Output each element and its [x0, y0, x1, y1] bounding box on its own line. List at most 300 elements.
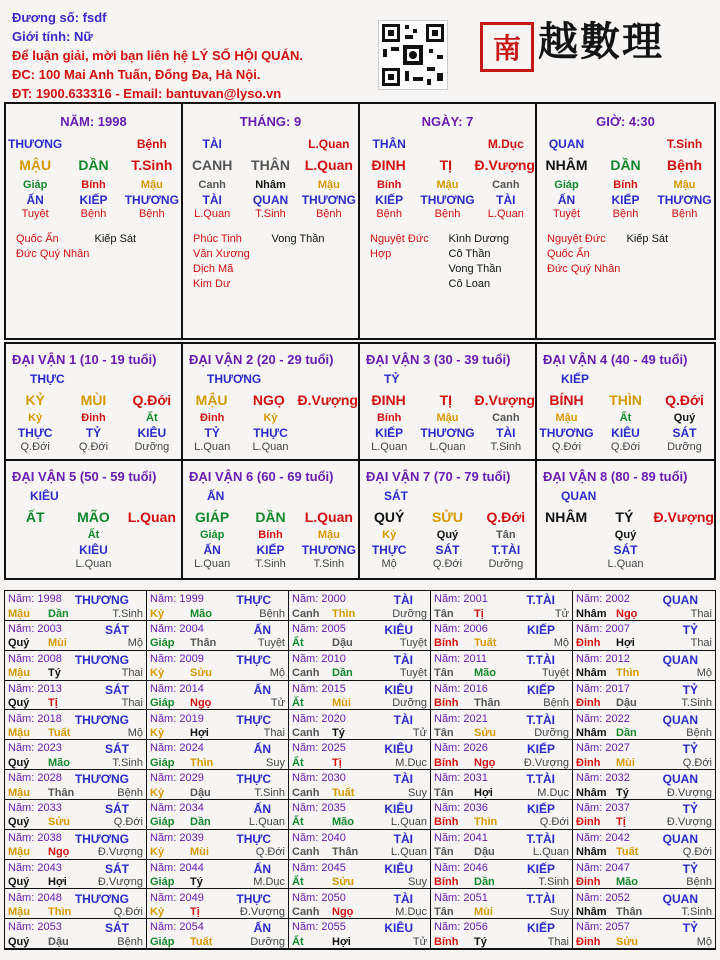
pillar-stars	[537, 226, 714, 277]
year-chi: Dần	[474, 876, 495, 889]
pillar-tang-thap-cell: THƯƠNG	[420, 193, 475, 207]
dai-van-tang-can-cell: Đinh	[81, 412, 106, 424]
star-item: Kiếp Sát	[94, 233, 137, 245]
year-line-1	[8, 892, 143, 906]
year-truong-sinh: Đ.Vượng	[97, 846, 143, 859]
pillar-truong-sinh	[6, 208, 181, 226]
year-chi: Thân	[190, 637, 217, 650]
year-can: Bính	[434, 876, 459, 889]
year-cell	[289, 710, 431, 740]
stars-right	[272, 232, 351, 292]
year-cell	[5, 860, 147, 890]
year-thap-than: ẤN	[253, 802, 271, 817]
dai-van-truong-sinh-cell: Dưỡng	[667, 441, 702, 453]
pillar-truong-sinh-cell: T.Sinh	[255, 208, 286, 220]
year-number: Năm: 2011	[434, 652, 487, 665]
year-can: Giáp	[150, 756, 175, 769]
dai-van-can-chi-cell: L.Quan	[127, 509, 176, 525]
year-thap-than: SÁT	[105, 861, 129, 876]
dai-van-can-chi-cell: Q.Đới	[132, 392, 172, 408]
year-thap-than: T.TÀI	[526, 831, 555, 846]
year-thap-than: ẤN	[253, 623, 271, 638]
year-number: Năm: 2054	[150, 921, 204, 934]
year-truong-sinh: M.Dục	[537, 786, 569, 799]
year-chi: Tị	[190, 905, 200, 918]
dai-van-can-chi-cell: GIÁP	[195, 509, 230, 525]
year-thap-than: KIÊU	[384, 742, 413, 757]
year-can: Tân	[434, 786, 454, 799]
year-line-2	[576, 846, 712, 858]
year-cell	[289, 830, 431, 860]
year-line-1	[8, 683, 143, 697]
year-truong-sinh: T.Sinh	[681, 905, 712, 918]
year-line-1	[576, 623, 712, 637]
dai-van-truong-sinh	[360, 558, 535, 570]
year-number: Năm: 2007	[576, 623, 630, 636]
year-truong-sinh: Đ.Vượng	[523, 756, 569, 769]
pillar-tang-thap	[537, 193, 714, 208]
star-item: Văn Xương	[193, 248, 250, 260]
year-line-1	[434, 742, 569, 756]
year-line-1	[576, 742, 712, 756]
year-thap-than: THƯƠNG	[74, 891, 129, 906]
year-line-1	[576, 593, 712, 607]
year-truong-sinh: M.Dục	[253, 876, 285, 889]
year-line-1	[576, 772, 712, 786]
pillar-can-chi-cell: TỊ	[439, 157, 453, 173]
year-number: Năm: 2013	[8, 682, 62, 695]
year-thap-than: KIẾP	[526, 921, 555, 936]
year-cell	[147, 919, 289, 949]
dai-van-tang-can-cell: Ất	[87, 529, 100, 541]
star-item: Cô Thần	[448, 248, 491, 260]
year-cell	[289, 800, 431, 830]
year-thap-than: SÁT	[105, 921, 129, 936]
year-cell	[431, 830, 573, 860]
pillar-tang-can-cell: Bính	[81, 179, 106, 191]
year-truong-sinh: Tuyệt	[257, 637, 285, 650]
year-chi: Tý	[616, 786, 629, 799]
year-cell	[573, 770, 715, 800]
year-chi: Thìn	[332, 607, 356, 620]
year-chi: Tuất	[616, 846, 639, 859]
dai-van-truong-sinh-cell: L.Quan	[194, 441, 231, 453]
dai-van-truong-sinh-cell: L.Quan	[607, 558, 644, 570]
year-truong-sinh: Bệnh	[259, 607, 285, 620]
pillar-tang-thap-cell: KIẾP	[375, 193, 404, 207]
year-number: Năm: 2020	[292, 712, 346, 725]
year-number: Năm: 2035	[292, 802, 346, 815]
year-line-2	[292, 697, 427, 709]
year-thap-than: KIÊU	[384, 921, 413, 936]
year-number: Năm: 2030	[292, 772, 346, 785]
year-thap-than: SÁT	[105, 623, 129, 638]
year-cell	[431, 800, 573, 830]
year-line-2	[576, 637, 712, 649]
year-cell	[573, 710, 715, 740]
year-thap-than: T.TÀI	[526, 712, 555, 727]
year-truong-sinh: Mộ	[553, 637, 569, 650]
year-thap-than: TỶ	[682, 861, 698, 876]
dai-van-truong-sinh-cell: T.Sinh	[255, 558, 286, 570]
dai-van-thap-than: QUAN	[561, 489, 597, 503]
year-line-2	[292, 876, 427, 888]
year-chi: Dần	[48, 607, 69, 620]
year-can: Ất	[292, 637, 304, 650]
pillar-truong-sinh	[360, 208, 535, 226]
dai-van-truong-sinh-cell: Dưỡng	[134, 441, 170, 453]
year-number: Năm: 2015	[292, 682, 346, 695]
year-line-1	[150, 653, 285, 667]
pillar-tang-can-cell: Mậu	[317, 179, 340, 191]
year-chi: Tuất	[190, 935, 213, 948]
year-number: Năm: 2001	[434, 593, 488, 606]
year-thap-than: TÀI	[393, 712, 413, 727]
year-cell	[147, 621, 289, 651]
dai-van-cell	[183, 461, 360, 578]
year-number: Năm: 2027	[576, 742, 630, 755]
dai-van-thap-than: SÁT	[384, 489, 408, 503]
year-cell	[5, 621, 147, 651]
year-can: Bính	[434, 935, 459, 948]
year-number: Năm: 2034	[150, 802, 204, 815]
year-number: Năm: 2008	[8, 652, 62, 665]
dai-van-tang-can-cell: Kỷ	[382, 529, 397, 541]
dai-van-truong-sinh-cell: L.Quan	[429, 441, 466, 453]
year-cell	[573, 740, 715, 770]
pillar-tang-can-cell: Mậu	[140, 179, 163, 191]
pillar-thap-than-cell	[418, 137, 476, 157]
dai-van-can-chi-cell: Đ.Vượng	[297, 392, 358, 408]
year-truong-sinh: Thai	[121, 667, 143, 680]
year-thap-than: KIẾP	[526, 623, 555, 638]
year-can: Kỷ	[150, 726, 165, 739]
year-cell	[289, 860, 431, 890]
year-can: Đinh	[576, 816, 601, 829]
dai-van-truong-sinh-cell: Mộ	[381, 558, 397, 570]
year-cell	[431, 591, 573, 621]
dai-van-tang-can-cell: Quý	[436, 529, 459, 541]
year-line-2	[292, 608, 427, 620]
pillar-tang-thap-cell: ẤN	[557, 193, 576, 207]
year-chi: Dần	[616, 726, 637, 739]
year-line-1	[292, 593, 427, 607]
year-cell	[5, 919, 147, 949]
year-line-2	[292, 936, 427, 948]
year-truong-sinh: Bệnh	[686, 876, 712, 889]
year-truong-sinh: Mộ	[127, 637, 143, 650]
year-can: Nhâm	[576, 905, 607, 918]
star-item: Vong Thần	[271, 233, 325, 245]
year-line-1	[8, 623, 143, 637]
year-line-2	[8, 816, 143, 828]
dai-van-tang-can	[360, 412, 535, 426]
dai-van-tang-thap	[360, 543, 535, 558]
dai-van-can-chi-cell: SỬU	[431, 509, 464, 525]
dai-van-title: ĐẠI VẬN 6 (60 - 69 tuổi)	[189, 469, 334, 484]
year-truong-sinh: T.Sinh	[112, 607, 143, 620]
year-truong-sinh: Đ.Vượng	[239, 905, 285, 918]
year-number: Năm: 2044	[150, 861, 204, 874]
year-line-1	[292, 653, 427, 667]
dai-van-tang-thap	[537, 426, 714, 441]
year-chi: Tị	[332, 756, 342, 769]
pillar-can-chi	[537, 157, 714, 179]
year-cell	[5, 889, 147, 919]
year-chi: Tý	[474, 935, 487, 948]
stars-left	[16, 232, 95, 262]
year-thap-than: QUAN	[662, 772, 698, 787]
year-can: Nhâm	[576, 607, 607, 620]
pillar-tang-can-cell: Giáp	[554, 179, 579, 191]
year-line-2	[576, 906, 712, 918]
pillar-can-chi	[183, 157, 358, 179]
year-cell	[147, 591, 289, 621]
year-can: Đinh	[576, 697, 601, 710]
year-chi: Thìn	[190, 756, 214, 769]
pillar-tang-thap-cell: QUAN	[252, 193, 289, 207]
year-line-2	[434, 906, 569, 918]
dai-van-tang-thap-cell: KIẾP	[256, 543, 285, 557]
year-truong-sinh: Tử	[270, 697, 285, 710]
year-line-2	[8, 787, 143, 799]
year-can: Mậu	[8, 905, 30, 918]
dai-van-tang-can-cell: Bính	[258, 529, 283, 541]
year-can: Canh	[292, 726, 320, 739]
year-chi: Hợi	[190, 726, 209, 739]
dai-van-title: ĐẠI VẬN 1 (10 - 19 tuổi)	[12, 352, 157, 367]
year-number: Năm: 2002	[576, 593, 630, 606]
year-line-2	[292, 757, 427, 769]
dai-van-truong-sinh	[360, 441, 535, 453]
year-thap-than: TÀI	[393, 831, 413, 846]
year-line-1	[150, 802, 285, 816]
year-chi: Mùi	[616, 756, 635, 769]
year-number: Năm: 1999	[150, 593, 204, 606]
dai-van-truong-sinh	[6, 558, 181, 570]
year-truong-sinh: Mộ	[127, 726, 143, 739]
pillar-tang-thap-cell: TÀI	[496, 193, 516, 207]
star-item: Kiếp Sát	[626, 233, 669, 245]
pillar-title: GIỜ: 4:30	[596, 114, 655, 129]
year-truong-sinh: L.Quan	[248, 816, 285, 829]
year-line-1	[434, 593, 569, 607]
year-chi: Mão	[48, 756, 70, 769]
dai-van-tang-thap	[6, 426, 181, 441]
year-cell	[147, 651, 289, 681]
year-thap-than: KIẾP	[526, 682, 555, 697]
pillar-thap-than-cell: T.Sinh	[666, 137, 703, 151]
dai-van-truong-sinh-cell: L.Quan	[371, 441, 408, 453]
dai-van-can-chi	[537, 509, 714, 529]
year-number: Năm: 2042	[576, 831, 630, 844]
year-can: Tân	[434, 667, 454, 680]
year-can: Canh	[292, 846, 320, 859]
year-number: Năm: 2004	[150, 623, 204, 636]
year-line-2	[434, 936, 569, 948]
year-can: Mậu	[8, 846, 30, 859]
year-thap-than: SÁT	[105, 742, 129, 757]
pillar-tang-thap-cell: KIẾP	[611, 193, 640, 207]
year-number: Năm: 2012	[576, 652, 630, 665]
year-line-2	[8, 757, 143, 769]
dai-van-tang-can-cell: Quý	[673, 412, 696, 424]
year-chi: Tuất	[332, 786, 355, 799]
dai-van-tang-can-cell	[300, 412, 358, 426]
dai-van-tang-thap-cell: SÁT	[672, 426, 697, 440]
year-chi: Tý	[190, 876, 203, 889]
year-can: Canh	[292, 667, 320, 680]
dai-van-can-chi-cell: NHÂM	[545, 509, 588, 525]
year-chi: Thân	[474, 697, 501, 710]
year-cell	[5, 740, 147, 770]
year-number: Năm: 2053	[8, 921, 62, 934]
year-line-1	[292, 772, 427, 786]
year-can: Mậu	[8, 667, 30, 680]
year-can: Bính	[434, 756, 459, 769]
year-truong-sinh: Mộ	[269, 667, 285, 680]
dai-van-truong-sinh	[537, 558, 714, 570]
year-number: Năm: 2048	[8, 891, 62, 904]
pillar-truong-sinh	[537, 208, 714, 226]
dai-van-can-chi-cell: Q.Đới	[486, 509, 526, 525]
dai-van-truong-sinh-cell	[123, 558, 181, 570]
pillar-can-chi-cell: T.Sinh	[131, 157, 173, 173]
pillar-thap-than-cell: Bệnh	[136, 137, 167, 151]
year-cell	[431, 860, 573, 890]
year-thap-than: ẤN	[253, 921, 271, 936]
year-number: Năm: 2045	[292, 861, 346, 874]
star-item: Kình Dương	[448, 233, 509, 245]
dai-van-truong-sinh-cell: L.Quan	[252, 441, 289, 453]
year-can: Đinh	[576, 756, 601, 769]
year-can: Nhâm	[576, 786, 607, 799]
contact-address: ĐC: 100 Mai Anh Tuấn, Đống Đa, Hà Nội.	[12, 67, 261, 82]
year-cell	[431, 651, 573, 681]
dai-van-title: ĐẠI VẬN 2 (20 - 29 tuổi)	[189, 352, 334, 367]
year-chi: Tị	[616, 816, 626, 829]
year-truong-sinh: M.Dục	[395, 756, 427, 769]
year-can: Quý	[8, 816, 30, 829]
dai-van-title: ĐẠI VẬN 4 (40 - 49 tuổi)	[543, 352, 688, 367]
year-can: Tân	[434, 607, 454, 620]
pillar-tang-thap-cell: THƯƠNG	[657, 193, 712, 207]
dai-van-cell	[360, 344, 537, 461]
year-cell	[573, 889, 715, 919]
dai-van-can-chi	[183, 392, 358, 412]
pillar-tang-thap-cell: THƯƠNG	[124, 193, 179, 207]
yearly-table	[4, 590, 716, 950]
year-chi: Thìn	[474, 816, 498, 829]
dai-van-cell	[6, 344, 183, 461]
pillar-tang-thap	[6, 193, 181, 208]
dai-van-truong-sinh	[6, 441, 181, 453]
dai-van-truong-sinh-cell: Q.Đới	[432, 558, 463, 570]
year-can: Bính	[434, 637, 459, 650]
dai-van-title: ĐẠI VẬN 8 (80 - 89 tuổi)	[543, 469, 688, 484]
year-line-1	[8, 772, 143, 786]
pillar-thap-than	[183, 137, 358, 157]
dai-van-thap-than: KIÊU	[30, 489, 59, 503]
pillar-can-chi-cell: DẦN	[78, 157, 109, 173]
year-thap-than: KIẾP	[526, 802, 555, 817]
year-line-1	[434, 802, 569, 816]
pillar-tang-thap-cell: TÀI	[202, 193, 222, 207]
year-thap-than: KIẾP	[526, 742, 555, 757]
year-cell	[431, 681, 573, 711]
year-thap-than: TỶ	[682, 623, 698, 638]
year-can: Mậu	[8, 726, 30, 739]
pillar-truong-sinh-cell: Bệnh	[671, 208, 698, 220]
year-truong-sinh: Đ.Vượng	[666, 816, 712, 829]
year-cell	[5, 681, 147, 711]
dai-van-thap-than: TỶ	[384, 372, 400, 386]
dai-van-truong-sinh	[183, 441, 358, 453]
year-cell	[5, 591, 147, 621]
year-chi: Hợi	[474, 786, 493, 799]
pillar-tang-can-cell: Mậu	[436, 179, 459, 191]
year-can: Giáp	[150, 876, 175, 889]
year-cell	[5, 830, 147, 860]
year-number: Năm: 2038	[8, 831, 62, 844]
stars-left	[193, 232, 272, 292]
year-line-1	[292, 921, 427, 935]
dai-van-tang-thap	[183, 543, 358, 558]
year-truong-sinh: T.Sinh	[254, 786, 285, 799]
dai-van-tang-thap-cell	[655, 543, 714, 558]
year-can: Giáp	[150, 697, 175, 710]
pillar-truong-sinh-cell: L.Quan	[487, 208, 524, 220]
year-number: Năm: 2029	[150, 772, 204, 785]
star-item: Cô Loan	[448, 278, 491, 290]
year-truong-sinh: Suy	[550, 905, 569, 918]
year-truong-sinh: Dưỡng	[250, 935, 285, 948]
year-chi: Sửu	[616, 935, 639, 948]
year-can: Mậu	[8, 786, 30, 799]
year-line-1	[150, 742, 285, 756]
year-can: Giáp	[150, 637, 175, 650]
dai-van-can-chi	[537, 392, 714, 412]
dai-van-can-chi-cell: Đ.Vượng	[474, 392, 535, 408]
year-line-2	[434, 876, 569, 888]
year-can: Kỷ	[150, 667, 165, 680]
year-line-2	[150, 906, 285, 918]
year-cell	[431, 919, 573, 949]
year-line-1	[576, 862, 712, 876]
year-line-2	[8, 697, 143, 709]
year-cell	[147, 860, 289, 890]
dai-van-tang-thap-cell: THƯƠNG	[301, 543, 356, 557]
qr-code-icon[interactable]	[378, 20, 448, 90]
year-line-1	[150, 713, 285, 727]
year-truong-sinh: Q.Đới	[255, 846, 285, 859]
year-line-1	[8, 802, 143, 816]
dai-van-can-chi-cell: TÝ	[615, 509, 634, 525]
year-line-1	[434, 772, 569, 786]
year-truong-sinh: Bệnh	[686, 726, 712, 739]
year-number: Năm: 1998	[8, 593, 62, 606]
pillar-title: THÁNG: 9	[239, 114, 302, 129]
pillar-tang-can-cell: Canh	[198, 179, 226, 191]
year-thap-than: QUAN	[662, 831, 698, 846]
dai-van-table	[4, 342, 716, 580]
year-thap-than: THỰC	[236, 593, 271, 608]
year-cell	[573, 651, 715, 681]
year-truong-sinh: L.Quan	[390, 846, 427, 859]
year-chi: Sửu	[332, 876, 355, 889]
year-chi: Hợi	[48, 876, 67, 889]
year-thap-than: KIẾP	[526, 861, 555, 876]
